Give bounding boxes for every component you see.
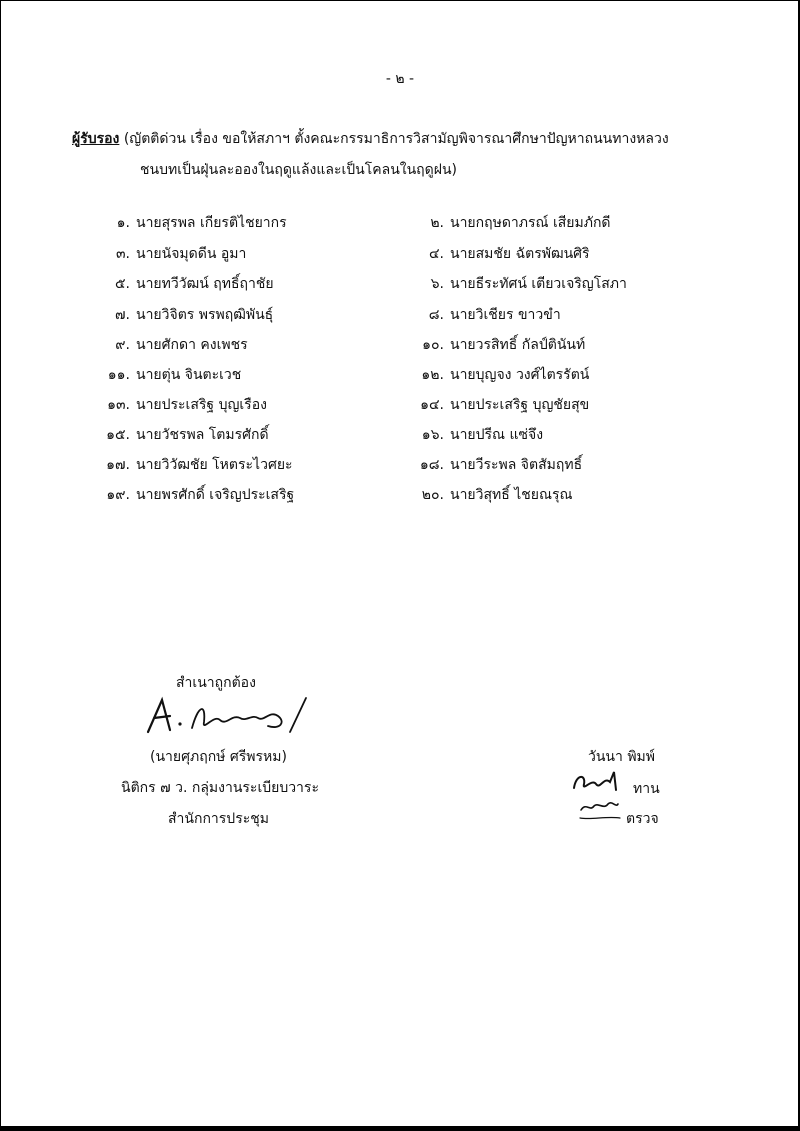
heading-text-line1: (ญัตติด่วน เรื่อง ขอให้สภาฯ ตั้งคณะกรรมาธิการวิสามัญพิจารณาศึกษาปัญหาถนนทางหลวง (123, 131, 669, 147)
sponsor-item (404, 243, 590, 265)
sponsor-item (100, 454, 293, 476)
sponsor-item (404, 273, 627, 295)
typist-name: วันนา พิมพ์ (588, 749, 655, 765)
sponsor-item (100, 304, 273, 326)
sponsor-name: นายสมชัย ฉัตรพัฒนศิริ (450, 246, 590, 262)
sponsor-number: ๔. (428, 246, 444, 262)
sponsor-name: นายตุ่น จินตะเวช (136, 367, 242, 383)
sponsor-name: นายนัจมุดดีน อูมา (136, 246, 247, 262)
sponsor-name: นายวัชรพล โตมรศักดิ์ (136, 427, 269, 443)
sponsor-item (100, 394, 267, 416)
sponsor-number: ๑๐. (422, 337, 444, 353)
sponsor-item (100, 212, 287, 234)
initials-signature (570, 768, 626, 796)
sponsor-number: ๑๗. (106, 457, 130, 473)
sponsor-number: ๑๓. (107, 397, 130, 413)
sponsor-number: ๗. (115, 307, 130, 323)
sponsor-number: ๑๑. (107, 367, 130, 383)
sponsor-name: นายวรสิทธิ์ กัลป์ตินันท์ (450, 337, 586, 353)
sponsor-heading (72, 124, 712, 186)
certification-title: สำเนาถูกต้อง (176, 675, 256, 691)
verify-label: ตรวจ (626, 811, 659, 827)
sponsor-item (404, 304, 561, 326)
sponsor-number: ๙. (115, 337, 130, 353)
scan-border-bottom (0, 1126, 800, 1131)
sponsor-item (100, 424, 269, 446)
sponsor-item (404, 454, 582, 476)
sponsor-name: นายกฤษดาภรณ์ เสียมภักดี (450, 215, 611, 231)
sponsor-number: ๘. (428, 307, 444, 323)
scan-border-top (0, 0, 800, 1)
sponsor-number: ๒๐. (421, 487, 444, 503)
heading-text-line2: ชนบทเป็นฝุ่นละอองในฤดูแล้งและเป็นโคลนในฤดูฝน) (140, 162, 457, 178)
sponsor-number: ๓. (115, 246, 130, 262)
sponsor-name: นายวิวัฒชัย โหตระไวศยะ (136, 457, 293, 473)
sponsor-number: ๑๖. (421, 427, 444, 443)
sponsor-item (404, 394, 589, 416)
sponsor-number: ๖. (430, 276, 444, 292)
sponsor-item (404, 334, 585, 356)
sponsor-number: ๑๕. (106, 427, 130, 443)
sponsor-item (100, 243, 246, 265)
sponsor-item (100, 273, 274, 295)
certifier-position: นิติกร ๗ ว. กลุ่มงานระเบียบวาระ (121, 780, 319, 796)
heading-label: ผู้รับรอง (72, 131, 120, 147)
sponsor-item (404, 484, 573, 506)
scan-border-left (0, 0, 1, 1131)
verifier-signature (578, 798, 622, 824)
sponsor-number: ๒. (430, 215, 444, 231)
sponsor-number: ๑๘. (419, 457, 444, 473)
certifier-office: สำนักการประชุม (168, 811, 269, 827)
sponsor-number: ๑๔. (420, 397, 444, 413)
sponsor-name: นายประเสริฐ บุญชัยสุข (450, 397, 590, 413)
sponsor-name: นายธีระทัศน์ เตียวเจริญโสภา (450, 276, 627, 292)
sponsor-item (404, 424, 543, 446)
sponsor-number: ๑๙. (106, 487, 130, 503)
sponsor-item (100, 364, 241, 386)
sponsor-item (404, 212, 611, 234)
sponsor-name: นายวิสุทธิ์ ไชยณรุณ (450, 487, 573, 503)
sponsor-name: นายทวีวัฒน์ ฤทธิ์ฤาชัย (136, 276, 274, 292)
sponsor-name: นายประเสริฐ บุญเรือง (136, 397, 267, 413)
sponsor-name: นายศักดา คงเพชร (136, 337, 248, 353)
handwritten-signature (140, 692, 310, 742)
sponsor-item (404, 364, 589, 386)
sponsor-item (100, 334, 248, 356)
check-copy-label: ทาน (633, 781, 660, 797)
certifier-name: (นายศุภฤกษ์ ศรีพรหม) (150, 749, 287, 765)
sponsor-name: นายปรีณ แซ่จึง (450, 427, 544, 443)
sponsor-name: นายพรศักดิ์ เจริญประเสริฐ (136, 487, 295, 503)
sponsor-number: ๑. (116, 215, 130, 231)
sponsor-name: นายวีระพล จิตสัมฤทธิ์ (450, 457, 583, 473)
sponsor-number: ๑๒. (421, 367, 444, 383)
page-number: - ๒ - (385, 71, 415, 87)
sponsor-name: นายวิจิตร พรพฤฒิพันธุ์ (136, 307, 274, 323)
sponsor-name: นายวิเชียร ขาวขำ (450, 307, 561, 323)
sponsor-name: นายสุรพล เกียรติไชยากร (136, 215, 287, 231)
sponsor-name: นายบุญจง วงศ์ไตรรัตน์ (450, 367, 590, 383)
sponsor-item (100, 484, 294, 506)
sponsor-number: ๕. (114, 276, 130, 292)
